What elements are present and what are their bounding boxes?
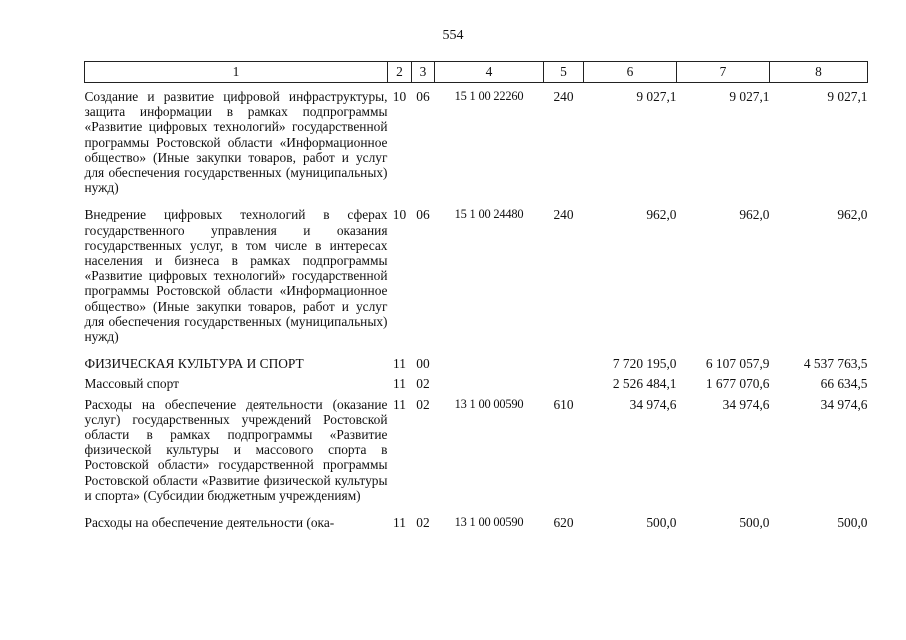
row-amount-year-3: 962,0	[837, 207, 868, 223]
header-row	[85, 62, 868, 83]
row-name: Расходы на обеспечение деятельности (оказание услуг) государственных учреждений Ростовской области в рамках подпрограммы «Развитие физической культуры и массового спорта в Ростовской области» государственной программы Ростовской области «Развитие физической культуры и спорта» (Субсидии бюджетным учреждениям)	[84, 396, 388, 503]
col-header-section: 2	[388, 62, 412, 83]
row-expense-type	[544, 356, 584, 376]
row-amount-year-2: 962,0	[739, 207, 770, 223]
row-amount-year-3: 500,0	[837, 515, 868, 531]
col-header-expense-type: 5	[544, 62, 584, 83]
row-name: Массовый спорт	[84, 376, 179, 392]
col-header-target-article: 4	[435, 62, 544, 83]
row-expense-type: 620	[553, 515, 574, 531]
row-subsection: 02	[416, 396, 430, 412]
row-target-article	[435, 356, 544, 376]
row-section: 11	[393, 376, 406, 392]
row-subsection: 00	[416, 356, 430, 372]
row-expense-type: 240	[553, 89, 574, 104]
row-expense-type: 610	[553, 396, 574, 412]
row-name: ФИЗИЧЕСКАЯ КУЛЬТУРА И СПОРТ	[84, 356, 304, 372]
table-row	[85, 397, 868, 515]
budget-table	[84, 61, 868, 530]
col-header-year-3: 8	[770, 62, 868, 83]
row-amount-year-1: 962,0	[646, 207, 677, 223]
row-target-article: 15 1 00 24480	[454, 207, 524, 222]
row-amount-year-1: 7 720 195,0	[612, 356, 677, 372]
row-target-article: 13 1 00 00590	[454, 396, 524, 411]
row-amount-year-1: 500,0	[646, 515, 677, 531]
row-name: Расходы на обеспечение деятельности (ока-	[84, 515, 335, 531]
row-name: Внедрение цифровых технологий в сферах государственного управления и оказания государственных услуг, в том числе в интересах населения и бизнеса в рамках подпрограммы «Развитие цифровых технологий» государственной программы Ростовской области «Информационное общество» (Иные закупки товаров, работ и услуг для обеспечения государственных (муниципальных) нужд)	[84, 207, 388, 345]
table-row	[85, 207, 868, 356]
row-amount-year-1: 2 526 484,1	[612, 376, 677, 392]
row-amount-year-3: 34 974,6	[820, 396, 868, 412]
row-amount-year-2: 500,0	[739, 515, 770, 531]
row-expense-type	[544, 376, 584, 396]
col-header-year-2: 7	[677, 62, 770, 83]
table-row	[85, 83, 868, 208]
row-expense-type: 240	[553, 207, 574, 223]
row-section: 11	[393, 356, 406, 372]
page-number: 554	[442, 28, 464, 43]
row-subsection: 02	[416, 515, 430, 531]
row-subsection: 02	[416, 376, 430, 392]
col-header-subsection: 3	[412, 62, 435, 83]
row-target-article: 15 1 00 22260	[454, 89, 524, 103]
row-section: 10	[392, 89, 407, 104]
table-row	[85, 356, 868, 376]
row-target-article: 13 1 00 00590	[454, 515, 524, 530]
col-header-year-1: 6	[584, 62, 677, 83]
row-section: 11	[393, 515, 406, 531]
row-amount-year-2: 6 107 057,9	[705, 356, 770, 372]
row-amount-year-2: 1 677 070,6	[705, 376, 770, 392]
row-target-article	[435, 376, 544, 396]
row-amount-year-1: 34 974,6	[629, 396, 677, 412]
row-amount-year-1: 9 027,1	[636, 89, 677, 104]
row-subsection: 06	[416, 207, 430, 223]
row-name: Создание и развитие цифровой инфраструктуры, защита информации в рамках подпрограммы «Развитие цифровых технологий» государственной программы Ростовской области «Информационное общество» (Иные закупки товаров, работ и услуг для обеспечения государственных (муниципальных) нужд)	[84, 89, 388, 196]
row-subsection: 06	[416, 89, 430, 104]
row-amount-year-3: 4 537 763,5	[803, 356, 868, 372]
row-amount-year-2: 34 974,6	[722, 396, 770, 412]
row-amount-year-3: 9 027,1	[827, 89, 868, 104]
table-row	[85, 376, 868, 396]
col-header-name: 1	[85, 62, 388, 83]
row-section: 10	[392, 207, 407, 223]
row-section: 11	[393, 396, 406, 412]
row-amount-year-3: 66 634,5	[820, 376, 868, 392]
row-amount-year-2: 9 027,1	[729, 89, 770, 104]
table-row	[85, 515, 868, 530]
